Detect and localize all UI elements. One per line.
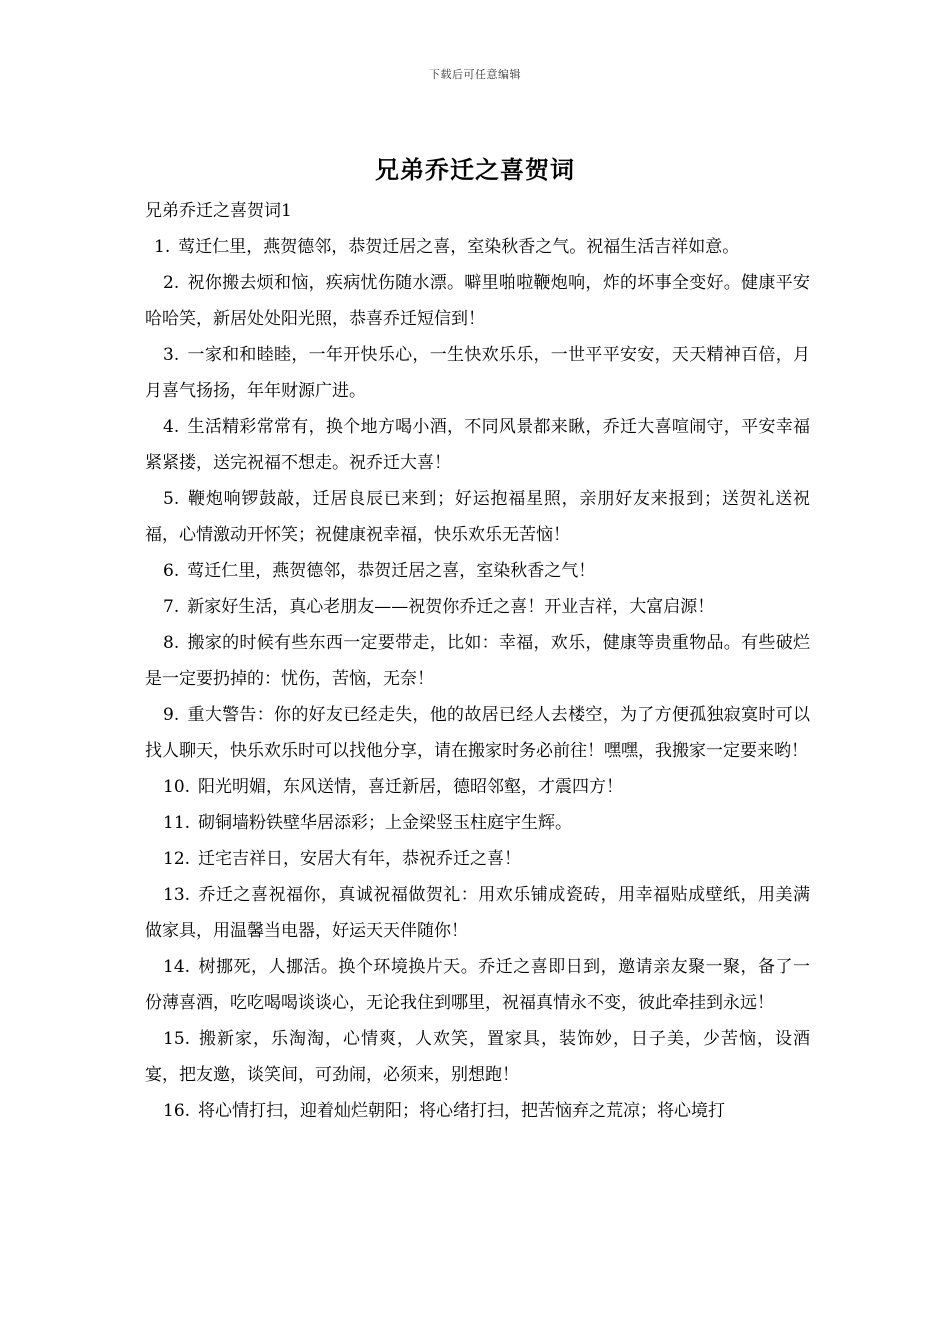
list-item (145, 409, 810, 481)
list-item (145, 1093, 810, 1129)
item-number: 7. (163, 597, 180, 617)
item-text: 莺迁仁里，燕贺德邻，恭贺迁居之喜，室染秋香之气！ (187, 561, 596, 581)
item-text: 新家好生活，真心老朋友——祝贺你乔迁之喜！开业吉祥，大富启源！ (187, 597, 715, 617)
header-note: 下载后可任意编辑 (429, 68, 521, 81)
item-text: 重大警告：你的好友已经走失，他的故居已经人去楼空，为了方便孤独寂寞时可以找人聊天，快乐欢乐时可以找他分享，请在搬家时务必前往！嘿嘿，我搬家一定要来哟！ (145, 705, 810, 761)
list-item (145, 229, 810, 265)
item-text: 祝你搬去烦和恼，疾病忧伤随水漂。噼里啪啦鞭炮响，炸的坏事全变好。健康平安哈哈笑，新居处处阳光照，恭喜乔迁短信到！ (145, 273, 810, 329)
section-subtitle: 兄弟乔迁之喜贺词1 (145, 201, 292, 221)
document-title: 兄弟乔迁之喜贺词 (375, 155, 575, 184)
item-text: 鞭炮响锣鼓敲，迁居良辰已来到；好运抱福星照，亲朋好友来报到；送贺礼送祝福，心情激动开怀笑；祝健康祝幸福，快乐欢乐无苦恼！ (145, 489, 810, 545)
list-item (145, 769, 810, 805)
item-number: 10. (163, 777, 191, 797)
item-text: 阳光明媚，东风送情，喜迁新居，德昭邻壑，才震四方！ (198, 777, 624, 797)
item-number: 11. (163, 813, 191, 833)
list-item (145, 841, 810, 877)
list-item (145, 337, 810, 409)
list-item (145, 553, 810, 589)
item-text: 乔迁之喜祝福你，真诚祝福做贺礼：用欢乐铺成瓷砖，用幸福贴成壁纸，用美满做家具，用温馨当电器，好运天天伴随你！ (145, 885, 810, 941)
list-item (145, 1021, 810, 1093)
document-body (145, 193, 810, 1129)
item-text: 搬家的时候有些东西一定要带走，比如：幸福，欢乐，健康等贵重物品。有些破烂是一定要扔掉的：忧伤，苦恼，无奈！ (145, 633, 810, 689)
item-number: 8. (163, 633, 180, 653)
item-text: 一家和和睦睦，一年开快乐心，一生快欢乐乐，一世平平安安，天天精神百倍，月月喜气扬扬，年年财源广进。 (145, 345, 810, 401)
item-number: 5. (163, 489, 180, 509)
item-number: 12. (163, 849, 191, 869)
list-item (145, 481, 810, 553)
item-number: 2. (163, 273, 180, 293)
list-item (145, 697, 810, 769)
item-number: 1. (154, 237, 171, 257)
item-text: 将心情打扫，迎着灿烂朝阳；将心绪打扫，把苦恼弃之荒凉；将心境打 (198, 1101, 726, 1121)
item-number: 6. (163, 561, 180, 581)
item-number: 13. (163, 885, 191, 905)
item-number: 15. (163, 1029, 191, 1049)
list-item (145, 265, 810, 337)
list-item (145, 589, 810, 625)
list-item (145, 949, 810, 1021)
list-item (145, 805, 810, 841)
list-item (145, 625, 810, 697)
item-number: 14. (163, 957, 191, 977)
item-text: 迁宅吉祥日，安居大有年，恭祝乔迁之喜！ (198, 849, 522, 869)
item-text: 搬新家，乐淘淘，心情爽，人欢笑，置家具，装饰妙，日子美，少苦恼，设酒宴，把友邀，谈笑间，可劲闹，必须来，别想跑！ (145, 1029, 810, 1085)
item-number: 3. (163, 345, 180, 365)
item-number: 16. (163, 1101, 191, 1121)
item-text: 树挪死，人挪活。换个环境换片天。乔迁之喜即日到，邀请亲友聚一聚，备了一份薄喜酒，吃吃喝喝谈谈心，无论我住到哪里，祝福真情永不变，彼此牵挂到永远！ (145, 957, 810, 1013)
item-text: 莺迁仁里，燕贺德邻，恭贺迁居之喜，室染秋香之气。祝福生活吉祥如意。 (178, 237, 740, 257)
item-number: 4. (163, 417, 180, 437)
list-item (145, 877, 810, 949)
item-text: 生活精彩常常有，换个地方喝小酒，不同风景都来瞅，乔迁大喜喧闹守，平安幸福紧紧搂，送完祝福不想走。祝乔迁大喜！ (145, 417, 810, 473)
item-text: 砌铜墙粉铁壁华居添彩；上金梁竖玉柱庭宇生辉。 (198, 813, 573, 833)
item-number: 9. (163, 705, 180, 725)
